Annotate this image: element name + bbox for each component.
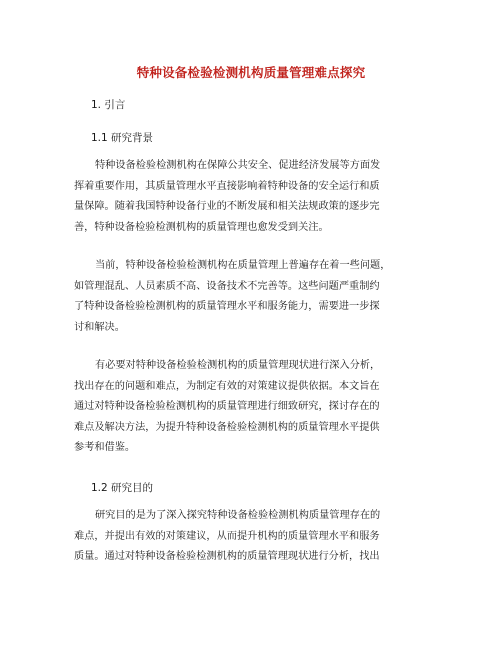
- document-title: 特种设备检验检测机构质量管理难点探究: [136, 65, 366, 80]
- paragraph-line: 量保障。随着我国特种设备行业的不断发展和相关法规政策的逐步完: [74, 201, 380, 212]
- paragraph-line: 如管理混乱、人员素质不高、设备技术不完善等。这些问题严重制约: [74, 280, 380, 292]
- paragraph-line: 参考和借鉴。: [74, 442, 136, 453]
- subsection-heading-purpose: 1.2 研究目的: [91, 482, 154, 494]
- paragraph-line: 难点及解决方法，为提升特种设备检验检测机构的质量管理水平提供: [74, 421, 380, 433]
- subsection-heading-background: 1.1 研究背景: [91, 132, 154, 144]
- paragraph-line: 当前，特种设备检验检测机构在质量管理上普遍存在着一些问题，: [95, 260, 391, 271]
- paragraph-line: 特种设备检验检测机构在保障公共安全、促进经济发展等方面发: [95, 160, 381, 171]
- paragraph-line: 有必要对特种设备检验检测机构的质量管理现状进行深入分析，: [95, 360, 381, 371]
- paragraph-background-3: [74, 356, 434, 459]
- paragraph-purpose-1: [74, 506, 434, 568]
- paragraph-line: 讨和解决。: [74, 321, 125, 333]
- paragraph-line: 通过对特种设备检验检测机构的质量管理进行细致研究，探讨存在的: [74, 401, 380, 412]
- paragraph-line: 善，特种设备检验检测机构的质量管理也愈发受到关注。: [74, 221, 329, 233]
- paragraph-line: 挥着重要作用，其质量管理水平直接影响着特种设备的安全运行和质: [74, 180, 380, 192]
- paragraph-line: 难点，并提出有效的对策建议，从而提升机构的质量管理水平和服务: [74, 530, 380, 542]
- section-heading-introduction: 1. 引言: [91, 99, 126, 111]
- paragraph-line: 找出存在的问题和难点，为制定有效的对策建议提供依据。本文旨在: [74, 380, 380, 392]
- paragraph-line: 质量。通过对特种设备检验检测机构的质量管理现状进行分析，找出: [74, 551, 380, 562]
- paragraph-line: 了特种设备检验检测机构的质量管理水平和服务能力，需要进一步探: [74, 301, 380, 312]
- paragraph-line: 研究目的是为了深入探究特种设备检验检测机构质量管理存在的: [95, 510, 381, 521]
- paragraph-background-1: [74, 156, 434, 238]
- paragraph-background-2: [74, 256, 434, 338]
